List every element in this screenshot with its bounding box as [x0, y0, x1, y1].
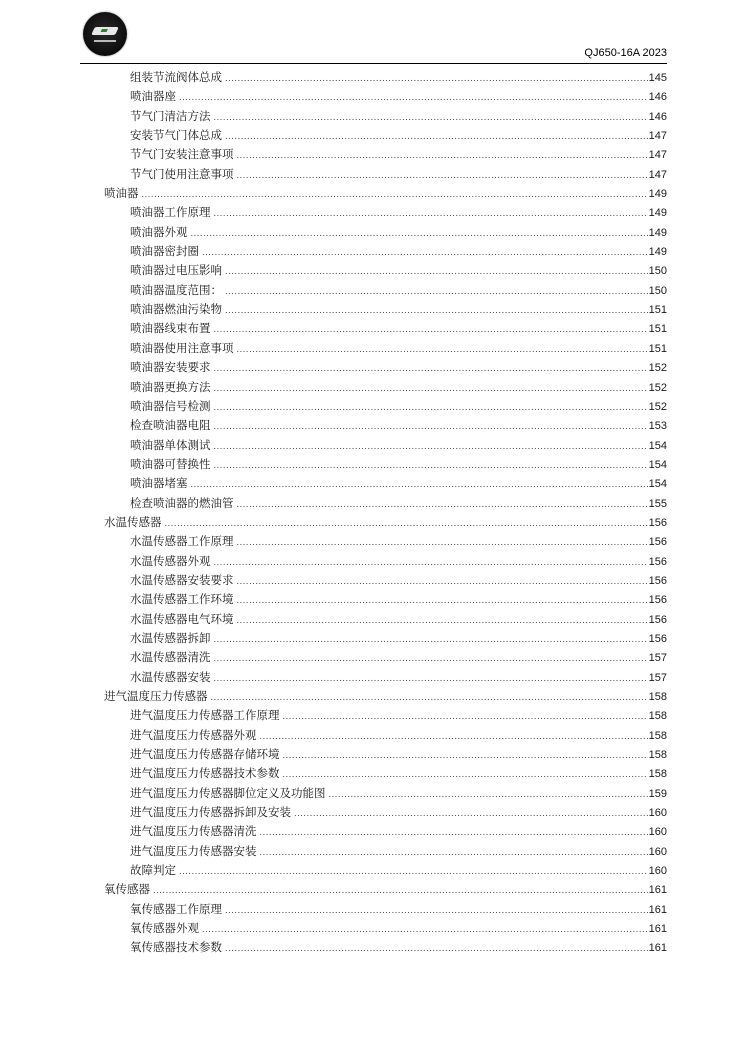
- toc-entry-title: 喷油器过电压影响: [130, 263, 222, 278]
- toc-entry-page-number: 154: [648, 458, 667, 471]
- dot-leader: [237, 495, 648, 514]
- header-divider: [80, 63, 667, 64]
- toc-entry-title: 进气温度压力传感器存储环境: [130, 747, 280, 762]
- dot-leader: [225, 282, 648, 301]
- toc-entry-title: 喷油器单体测试: [130, 437, 211, 452]
- dot-leader: [153, 881, 648, 900]
- toc-entry-title: 检查喷油器电阻: [130, 418, 211, 433]
- toc-subsection-entry[interactable]: [104, 145, 667, 164]
- toc-entry-title: 喷油器可替换性: [130, 456, 211, 471]
- toc-subsection-entry[interactable]: [104, 107, 667, 126]
- toc-entry-page-number: 161: [648, 942, 667, 955]
- toc-entry-title: 进气温度压力传感器外观: [130, 727, 257, 742]
- toc-section-entry[interactable]: [104, 880, 667, 899]
- toc-entry-title: 水温传感器清洗: [130, 650, 211, 665]
- toc-entry-title: 喷油器座: [130, 89, 176, 104]
- toc-entry-page-number: 160: [648, 826, 667, 839]
- toc-entry-title: 喷油器: [104, 186, 139, 201]
- document-code: QJ650-16A 2023: [584, 47, 667, 59]
- toc-entry-title: 喷油器堵塞: [130, 476, 188, 491]
- toc-entry-title: 故障判定: [130, 863, 176, 878]
- toc-subsection-entry[interactable]: [104, 842, 667, 861]
- table-of-contents: [104, 68, 667, 958]
- dot-leader: [237, 572, 648, 591]
- toc-subsection-entry[interactable]: [104, 281, 667, 300]
- dot-leader: [225, 901, 648, 920]
- toc-subsection-entry[interactable]: [104, 745, 667, 764]
- brand-logo-icon: [83, 12, 127, 56]
- toc-entry-title: 进气温度压力传感器脚位定义及功能图: [130, 785, 326, 800]
- toc-entry-title: 节气门清洁方法: [130, 108, 211, 123]
- dot-leader: [237, 591, 648, 610]
- toc-entry-page-number: 147: [648, 168, 667, 181]
- dot-leader: [214, 437, 648, 456]
- toc-entry-title: 水温传感器工作原理: [130, 534, 234, 549]
- toc-entry-title: 节气门安装注意事项: [130, 147, 234, 162]
- toc-entry-title: 进气温度压力传感器清洗: [130, 824, 257, 839]
- toc-subsection-entry[interactable]: [104, 378, 667, 397]
- toc-subsection-entry[interactable]: [104, 532, 667, 551]
- toc-entry-page-number: 156: [648, 613, 667, 626]
- dot-leader: [179, 88, 648, 107]
- dot-leader: [214, 359, 648, 378]
- toc-entry-title: 水温传感器拆卸: [130, 630, 211, 645]
- toc-section-entry[interactable]: [104, 687, 667, 706]
- toc-subsection-entry[interactable]: [104, 571, 667, 590]
- toc-entry-page-number: 153: [648, 420, 667, 433]
- dot-leader: [165, 514, 648, 533]
- brand-wordmark: [94, 40, 116, 42]
- toc-section-entry[interactable]: [104, 184, 667, 203]
- car-emblem-icon: [91, 27, 119, 35]
- toc-entry-title: 喷油器安装要求: [130, 360, 211, 375]
- toc-subsection-entry[interactable]: [104, 764, 667, 783]
- toc-subsection-entry[interactable]: [104, 552, 667, 571]
- toc-entry-page-number: 156: [648, 594, 667, 607]
- toc-entry-title: 水温传感器工作环境: [130, 592, 234, 607]
- dot-leader: [214, 553, 648, 572]
- toc-subsection-entry[interactable]: [104, 803, 667, 822]
- toc-subsection-entry[interactable]: [104, 610, 667, 629]
- toc-entry-page-number: 155: [648, 497, 667, 510]
- toc-entry-title: 氧传感器: [104, 882, 150, 897]
- toc-entry-page-number: 149: [648, 188, 667, 201]
- dot-leader: [202, 243, 648, 262]
- toc-entry-title: 水温传感器外观: [130, 553, 211, 568]
- toc-entry-title: 喷油器温度范围：: [130, 282, 222, 297]
- toc-subsection-entry[interactable]: [104, 436, 667, 455]
- toc-entry-page-number: 152: [648, 381, 667, 394]
- toc-entry-title: 组装节流阀体总成: [130, 70, 222, 84]
- toc-entry-page-number: 152: [648, 362, 667, 375]
- toc-subsection-entry[interactable]: [104, 261, 667, 280]
- toc-entry-page-number: 154: [648, 439, 667, 452]
- toc-entry-title: 喷油器燃油污染物: [130, 302, 222, 317]
- toc-entry-title: 进气温度压力传感器工作原理: [130, 708, 280, 723]
- dot-leader: [237, 533, 648, 552]
- toc-entry-title: 水温传感器安装要求: [130, 572, 234, 587]
- toc-subsection-entry[interactable]: [104, 203, 667, 222]
- toc-entry-page-number: 157: [648, 671, 667, 684]
- toc-entry-page-number: 158: [648, 710, 667, 723]
- toc-entry-page-number: 161: [648, 923, 667, 936]
- toc-entry-page-number: 147: [648, 149, 667, 162]
- toc-subsection-entry[interactable]: [104, 822, 667, 841]
- toc-subsection-entry[interactable]: [104, 629, 667, 648]
- toc-entry-page-number: 158: [648, 691, 667, 703]
- dot-leader: [225, 939, 648, 958]
- toc-entry-page-number: 146: [648, 110, 667, 123]
- dot-leader: [214, 630, 648, 649]
- dot-leader: [283, 765, 648, 784]
- toc-entry-page-number: 160: [648, 865, 667, 878]
- dot-leader: [260, 823, 648, 842]
- toc-entry-title: 氧传感器技术参数: [130, 940, 222, 955]
- dot-leader: [211, 688, 648, 707]
- toc-entry-page-number: 156: [648, 536, 667, 549]
- toc-subsection-entry[interactable]: [104, 126, 667, 145]
- dot-leader: [283, 746, 648, 765]
- toc-subsection-entry[interactable]: [104, 339, 667, 358]
- toc-entry-page-number: 156: [648, 516, 667, 529]
- toc-entry-page-number: 154: [648, 478, 667, 491]
- toc-entry-title: 节气门使用注意事项: [130, 166, 234, 181]
- toc-subsection-entry[interactable]: [104, 223, 667, 242]
- toc-subsection-entry[interactable]: [104, 784, 667, 803]
- dot-leader: [225, 69, 648, 88]
- toc-subsection-entry[interactable]: [104, 319, 667, 338]
- dot-leader: [142, 185, 648, 204]
- toc-entry-page-number: 149: [648, 226, 667, 239]
- dot-leader: [202, 920, 648, 939]
- toc-entry-page-number: 157: [648, 652, 667, 665]
- toc-entry-title: 检查喷油器的燃油管: [130, 495, 234, 510]
- toc-entry-title: 进气温度压力传感器拆卸及安装: [130, 805, 291, 820]
- dot-leader: [225, 301, 648, 320]
- toc-entry-page-number: 149: [648, 207, 667, 220]
- toc-subsection-entry[interactable]: [104, 706, 667, 725]
- toc-entry-title: 喷油器线束布置: [130, 321, 211, 336]
- toc-entry-page-number: 158: [648, 749, 667, 762]
- toc-entry-title: 喷油器使用注意事项: [130, 340, 234, 355]
- dot-leader: [294, 804, 648, 823]
- dot-leader: [214, 649, 648, 668]
- dot-leader: [214, 669, 648, 688]
- toc-entry-page-number: 156: [648, 555, 667, 568]
- toc-entry-page-number: 150: [648, 284, 667, 297]
- toc-subsection-entry[interactable]: [104, 938, 667, 957]
- toc-entry-title: 喷油器外观: [130, 224, 188, 239]
- toc-subsection-entry[interactable]: [104, 300, 667, 319]
- dot-leader: [260, 727, 648, 746]
- toc-subsection-entry[interactable]: [104, 900, 667, 919]
- toc-entry-title: 喷油器密封圈: [130, 244, 199, 259]
- dot-leader: [237, 340, 648, 359]
- toc-subsection-entry[interactable]: [104, 397, 667, 416]
- toc-subsection-entry[interactable]: [104, 165, 667, 184]
- toc-subsection-entry[interactable]: [104, 648, 667, 667]
- toc-subsection-entry[interactable]: [104, 242, 667, 261]
- toc-subsection-entry[interactable]: [104, 726, 667, 745]
- toc-entry-page-number: 156: [648, 574, 667, 587]
- toc-entry-page-number: 147: [648, 130, 667, 143]
- toc-entry-title: 氧传感器外观: [130, 921, 199, 936]
- toc-entry-page-number: 160: [648, 845, 667, 858]
- toc-entry-page-number: 156: [648, 632, 667, 645]
- toc-entry-page-number: 152: [648, 400, 667, 413]
- toc-entry-page-number: 158: [648, 768, 667, 781]
- toc-entry-page-number: 151: [648, 323, 667, 336]
- toc-subsection-entry[interactable]: [104, 590, 667, 609]
- dot-leader: [191, 475, 648, 494]
- dot-leader: [214, 417, 648, 436]
- dot-leader: [214, 320, 648, 339]
- toc-entry-page-number: 151: [648, 342, 667, 355]
- toc-subsection-entry[interactable]: [104, 68, 667, 87]
- toc-subsection-entry[interactable]: [104, 474, 667, 493]
- toc-entry-page-number: 161: [648, 884, 667, 897]
- toc-entry-title: 喷油器信号检测: [130, 398, 211, 413]
- toc-entry-title: 水温传感器电气环境: [130, 611, 234, 626]
- toc-entry-title: 进气温度压力传感器技术参数: [130, 766, 280, 781]
- toc-subsection-entry[interactable]: [104, 455, 667, 474]
- dot-leader: [283, 707, 648, 726]
- toc-entry-title: 水温传感器: [104, 514, 162, 529]
- dot-leader: [260, 843, 648, 862]
- toc-entry-page-number: 158: [648, 729, 667, 742]
- toc-entry-page-number: 151: [648, 304, 667, 317]
- toc-subsection-entry[interactable]: [104, 358, 667, 377]
- toc-entry-page-number: 145: [648, 72, 667, 84]
- dot-leader: [214, 398, 648, 417]
- toc-entry-title: 水温传感器安装: [130, 669, 211, 684]
- toc-subsection-entry[interactable]: [104, 87, 667, 106]
- toc-entry-page-number: 150: [648, 265, 667, 278]
- toc-entry-title: 喷油器更换方法: [130, 379, 211, 394]
- dot-leader: [214, 456, 648, 475]
- dot-leader: [237, 166, 648, 185]
- dot-leader: [214, 204, 648, 223]
- toc-subsection-entry[interactable]: [104, 919, 667, 938]
- dot-leader: [225, 127, 648, 146]
- toc-entry-title: 进气温度压力传感器: [104, 689, 208, 703]
- dot-leader: [237, 146, 648, 165]
- toc-subsection-entry[interactable]: [104, 416, 667, 435]
- toc-section-entry[interactable]: [104, 513, 667, 532]
- dot-leader: [179, 862, 648, 881]
- toc-subsection-entry[interactable]: [104, 494, 667, 513]
- dot-leader: [191, 224, 648, 243]
- toc-entry-page-number: 160: [648, 807, 667, 820]
- dot-leader: [225, 262, 648, 281]
- toc-entry-page-number: 161: [648, 903, 667, 916]
- dot-leader: [329, 785, 648, 804]
- toc-entry-title: 安装节气门体总成: [130, 128, 222, 143]
- toc-entry-page-number: 149: [648, 246, 667, 259]
- dot-leader: [214, 108, 648, 127]
- toc-subsection-entry[interactable]: [104, 668, 667, 687]
- toc-entry-title: 进气温度压力传感器安装: [130, 843, 257, 858]
- toc-entry-title: 氧传感器工作原理: [130, 901, 222, 916]
- dot-leader: [237, 611, 648, 630]
- toc-entry-title: 喷油器工作原理: [130, 205, 211, 220]
- toc-entry-page-number: 146: [648, 91, 667, 104]
- toc-subsection-entry[interactable]: [104, 861, 667, 880]
- dot-leader: [214, 379, 648, 398]
- toc-entry-page-number: 159: [648, 787, 667, 800]
